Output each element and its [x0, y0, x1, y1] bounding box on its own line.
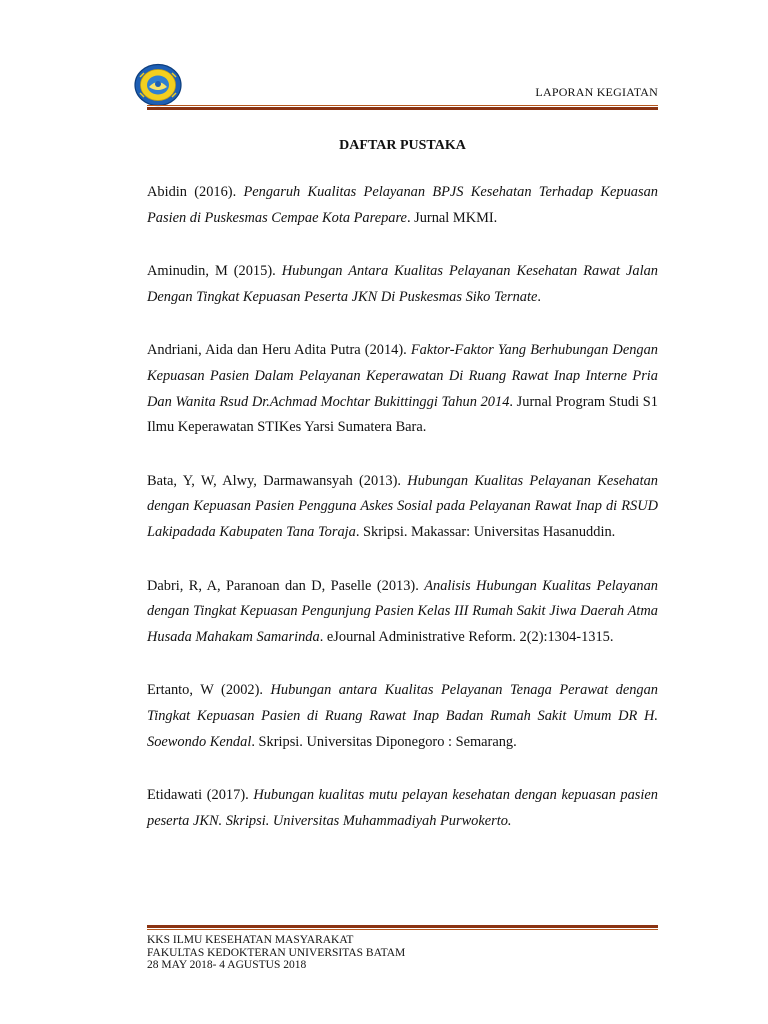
reference-title: Analisis Hubungan Kualitas Pelayanan dengan Tingkat Kepuasan Pengunjung Pasien Kelas III Rumah Sakit Jiwa Daerah Atma Husada Mahakam Samarinda [147, 577, 658, 645]
reference-author: Abidin (2016). [147, 184, 244, 200]
report-header-title: LAPORAN KEGIATAN [535, 85, 658, 99]
reference-item [147, 469, 658, 546]
reference-item [147, 574, 658, 651]
reference-author: Bata, Y, W, Alwy, Darmawansyah (2013). [147, 472, 408, 489]
footer-date-range: 28 MAY 2018- 4 AGUSTUS 2018 [147, 959, 307, 971]
reference-author: Aminudin, M (2015). [147, 263, 282, 280]
reference-title: Hubungan antara Kualitas Pelayanan Tenaga Perawat dengan Tingkat Kepuasan Pasien di Ruang Rawat Inap Badan Rumah Sakit Umum DR H. Soewondo Kendal [147, 682, 658, 750]
footer-divider [147, 925, 658, 931]
page-title: DAFTAR PUSTAKA [339, 138, 466, 153]
reference-item [147, 180, 658, 231]
reference-item [147, 783, 658, 834]
reference-source: . Skripsi. Universitas Diponegoro : Semarang. [251, 733, 517, 750]
reference-source: . Jurnal MKMI. [406, 209, 498, 226]
reference-author: Dabri, R, A, Paranoan dan D, Paselle (2013). [147, 577, 425, 594]
footer-department: KKS ILMU KESEHATAN MASYARAKAT [147, 934, 354, 946]
footer-faculty: FAKULTAS KEDOKTERAN UNIVERSITAS BATAM [147, 946, 406, 959]
reference-author: Ertanto, W (2002). [147, 682, 271, 699]
reference-source: . [537, 288, 541, 305]
reference-list [147, 180, 658, 834]
reference-title: Hubungan Antara Kualitas Pelayanan Kesehatan Rawat Jalan Dengan Tingkat Kepuasan Peserta JKN Di Puskesmas Siko Ternate [147, 263, 658, 305]
reference-item [147, 259, 658, 310]
page-footer [147, 934, 405, 972]
reference-source: . Skripsi. Makassar: Universitas Hasanuddin. [355, 523, 616, 540]
university-emblem-icon [134, 63, 182, 107]
reference-item [147, 338, 658, 440]
reference-title: Pengaruh Kualitas Pelayanan BPJS Kesehatan Terhadap Kepuasan Pasien di Puskesmas Cempae Kota Parepare [147, 184, 658, 226]
reference-title: Hubungan Kualitas Pelayanan Kesehatan dengan Kepuasan Pasien Pengguna Askes Sosial pada Pelayanan Rawat Inap di RSUD Lakipadada Kabupaten Tana Toraja [147, 472, 659, 540]
header-divider [147, 105, 658, 111]
reference-author: Andriani, Aida dan Heru Adita Putra (2014). [147, 342, 411, 359]
reference-author: Etidawati (2017). [147, 787, 254, 804]
reference-source: . eJournal Administrative Reform. 2(2):1304-1315. [319, 628, 614, 645]
reference-item [147, 678, 658, 755]
reference-title: Hubungan kualitas mutu pelayan kesehatan dengan kepuasan pasien peserta JKN. Skripsi. Universitas Muhammadiyah Purwokerto. [147, 787, 658, 829]
reference-title: Faktor-Faktor Yang Berhubungan Dengan Kepuasan Pasien Dalam Pelayanan Keperawatan Di Ruang Rawat Inap Interne Pria Dan Wanita Rsud Dr.Achmad Mochtar Bukittinggi Tahun 2014 [147, 342, 658, 410]
reference-source: . Jurnal Program Studi S1 Ilmu Keperawatan STIKes Yarsi Sumatera Bara. [147, 393, 658, 436]
